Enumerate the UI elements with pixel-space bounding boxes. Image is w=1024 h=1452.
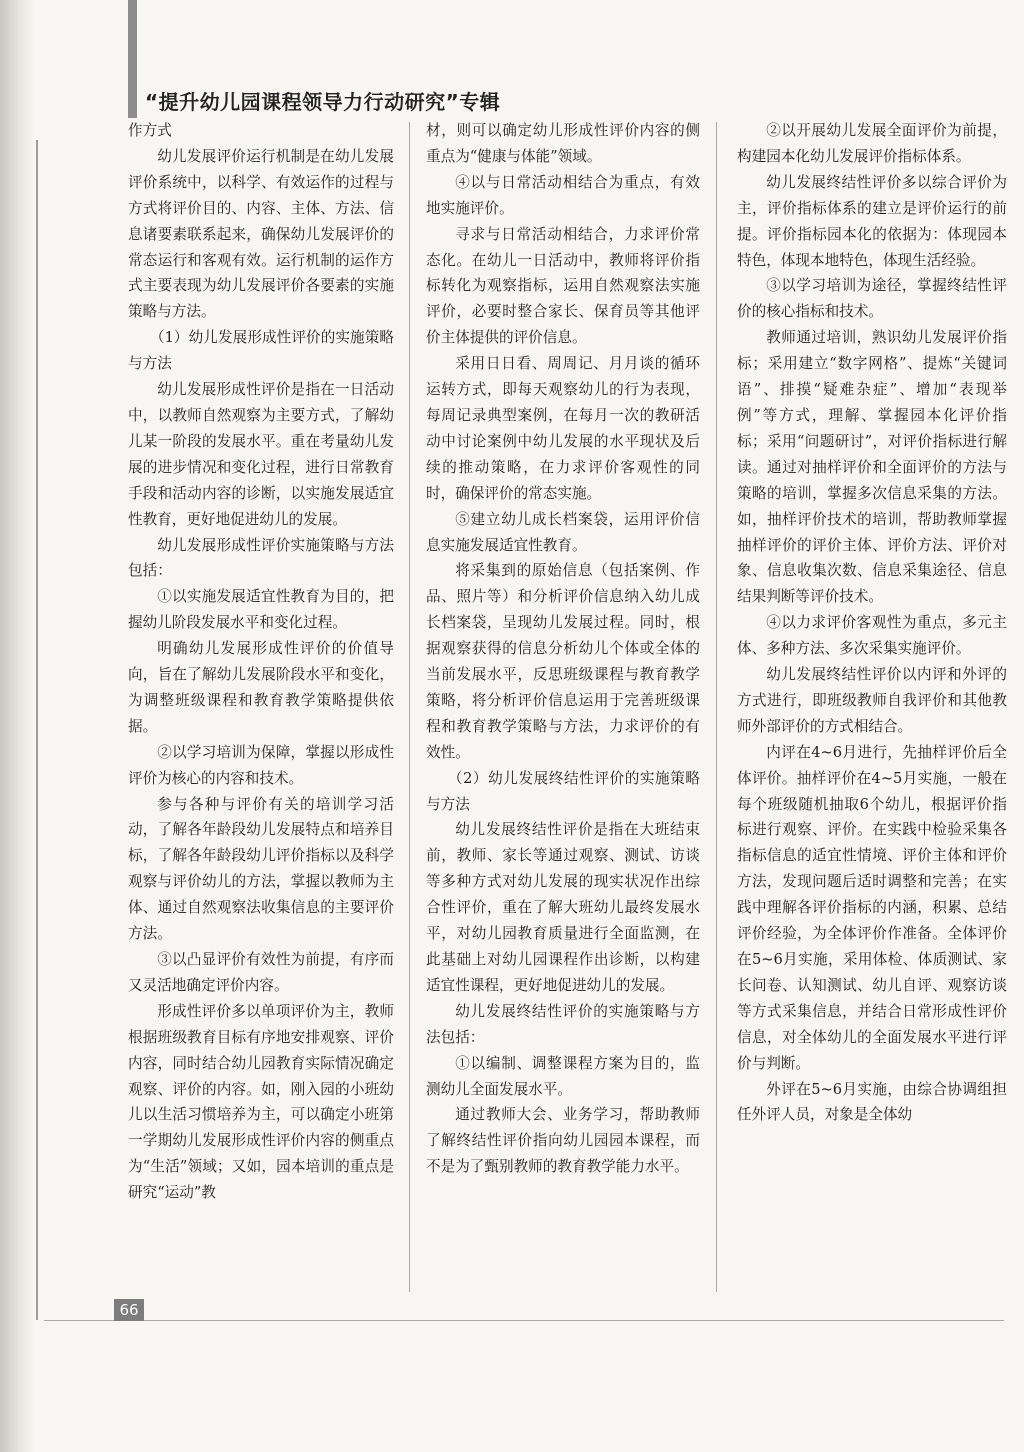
- paragraph: 外评在5~6月实施，由综合协调组担任外评人员，对象是全体幼: [737, 1080, 1007, 1124]
- paragraph: 寻求与日常活动相结合，力求评价常态化。在幼儿一日活动中，教师将评价指标转化为观察指标，运用自然观察法实施评价，必要时整合家长、保育员等其他评价主体提供的评价信息。: [426, 225, 700, 347]
- column-divider: [409, 122, 410, 1292]
- paragraph: 幼儿发展形成性评价是指在一日活动中，以教师自然观察为主要方式，了解幼儿某一阶段的发展水平。重在考量幼儿发展的进步情况和变化过程，进行日常教育手段和活动内容的诊断，以实施发展适宜性教育，更好地促进幼儿的发展。: [128, 381, 394, 528]
- header-title: “提升幼儿园课程领导力行动研究”专辑: [145, 90, 501, 114]
- header-accent-bar: [128, 0, 137, 118]
- spine-line: [36, 140, 38, 1320]
- numbered-point: ②以开展幼儿发展全面评价为前提，构建园本化幼儿发展评价指标体系。: [737, 122, 1007, 165]
- paragraph: 明确幼儿发展形成性评价的价值导向，旨在了解幼儿发展阶段水平和变化，为调整班级课程和教育教学策略提供依据。: [128, 640, 394, 735]
- numbered-point: ③以学习培训为途径，掌握终结性评价的核心指标和技术。: [737, 277, 1007, 321]
- paragraph: 内评在4~6月进行，先抽样评价后全体评价。抽样评价在4~5月实施，一般在每个班级随机抽取6个幼儿，根据评价指标进行观察、评价。在实践中检验采集各指标信息的适宜性情境、评价主体和评价方法，发现问题后适时调整和完善；在实践中理解各评价指标的内涵，积累、总结评价经验，为全体评价作准备。全体评价在5~6月实施，采用体检、体质测试、家长问卷、认知测试、幼儿自评、观察访谈等方式采集信息，并结合日常形成性评价信息，对全体幼儿的全面发展水平进行评价与判断。: [737, 743, 1007, 1072]
- paragraph: 幼儿发展终结性评价的实施策略与方法包括：: [426, 1002, 700, 1046]
- paragraph: 形成性评价多以单项评价为主，教师根据班级教育目标有序地安排观察、评价内容，同时结合幼儿园教育实际情况确定观察、评价的内容。如，刚入园的小班幼儿以生活习惯培养为主，可以确定小班第一学期幼儿发展形成性评价内容的侧重点为“生活”领域；又如，园本培训的重点是研究“运动”教: [128, 1002, 394, 1202]
- paragraph: 将采集到的原始信息（包括案例、作品、照片等）和分析评价信息纳入幼儿成长档案袋，呈现幼儿发展过程。同时，根据观察获得的信息分析幼儿个体或全体的当前发展水平，反思班级课程与教育教学策略，将分析评价信息运用于完善班级课程和教育教学策略与方法，力求评价的有效性。: [426, 562, 700, 761]
- paragraph: 作方式: [128, 122, 172, 139]
- paragraph: 采用日日看、周周记、月月谈的循环运转方式，即每天观察幼儿的行为表现，每周记录典型案例，在每月一次的教研活动中讨论案例中幼儿发展的水平现状及后续的推动策略，在力求评价客观性的同时，确保评价的常态实施。: [426, 355, 700, 502]
- numbered-point: ③以凸显评价有效性为前提，有序而又灵活地确定评价内容。: [128, 951, 394, 994]
- text-column-2: [426, 118, 700, 1180]
- column-divider: [716, 122, 717, 1292]
- numbered-point: ④以力求评价客观性为重点，多元主体、多种方法、多次采集实施评价。: [737, 614, 1007, 658]
- numbered-point: ⑤建立幼儿成长档案袋，运用评价信息实施发展适宜性教育。: [426, 510, 700, 554]
- paragraph: 材，则可以确定幼儿形成性评价内容的侧重点为“健康与体能”领域。: [426, 122, 700, 165]
- paragraph: 幼儿发展评价运行机制是在幼儿发展评价系统中，以科学、有效运作的过程与方式将评价目的、内容、主体、方法、信息诸要素联系起来，确保幼儿发展评价的常态运行和客观有效。运行机制的运作方式主要表现为幼儿发展评价各要素的实施策略与方法。: [128, 147, 394, 321]
- numbered-point: ①以编制、调整课程方案为目的，监测幼儿全面发展水平。: [426, 1054, 700, 1098]
- paragraph: 通过教师大会、业务学习，帮助教师了解终结性评价指向幼儿园园本课程，而不是为了甄别教师的教育教学能力水平。: [426, 1106, 700, 1176]
- numbered-point: ②以学习培训为保障，掌握以形成性评价为核心的内容和技术。: [128, 743, 394, 787]
- paragraph: 幼儿发展终结性评价是指在大班结束前，教师、家长等通过观察、测试、访谈等多种方式对幼儿发展的现实状况作出综合性评价，重在了解大班幼儿最终发展水平，对幼儿园教育质量进行全面监测，在此基础上对幼儿园课程作出诊断，以构建适宜性课程，更好地促进幼儿的发展。: [426, 821, 700, 994]
- page-spine-shadow: [0, 0, 34, 1452]
- footer-rule: [44, 1320, 1004, 1321]
- paragraph: 参与各种与评价有关的培训学习活动，了解各年龄段幼儿发展特点和培养目标，了解各年龄段幼儿评价指标以及科学观察与评价幼儿的方法，掌握以教师为主体、通过自然观察法收集信息的主要评价方法。: [128, 795, 394, 943]
- page-number: 66: [114, 1299, 144, 1321]
- paragraph: 幼儿发展终结性评价以内评和外评的方式进行，即班级教师自我评价和其他教师外部评价的方式相结合。: [737, 666, 1007, 735]
- paragraph: 幼儿发展终结性评价多以综合评价为主，评价指标体系的建立是评价运行的前提。评价指标园本化的依据为：体现园本特色，体现本地特色，体现生活经验。: [737, 173, 1007, 269]
- text-column-3: [737, 118, 1007, 1128]
- numbered-point: ①以实施发展适宜性教育为目的，把握幼儿阶段发展水平和变化过程。: [128, 588, 394, 632]
- text-column-1: [128, 118, 394, 1206]
- paragraph: 教师通过培训，熟识幼儿发展评价指标；采用建立“数字网格”、提炼“关键词语”、排摸“疑难杂症”、增加“表现举例”等方式，理解、掌握园本化评价指标；采用“问题研讨”，对评价指标进行解读。通过对抽样评价和全面评价的方法与策略的培训，掌握多次信息采集的方法。如，抽样评价技术的培训，帮助教师掌握抽样评价的评价主体、评价方法、评价对象、信息收集次数、信息采集途径、信息结果判断等评价技术。: [737, 329, 1007, 606]
- paragraph: 幼儿发展形成性评价实施策略与方法包括：: [128, 536, 394, 580]
- section-heading: （1）幼儿发展形成性评价的实施策略与方法: [128, 329, 394, 373]
- section-heading: （2）幼儿发展终结性评价的实施策略与方法: [426, 769, 700, 813]
- numbered-point: ④以与日常活动相结合为重点，有效地实施评价。: [426, 173, 700, 217]
